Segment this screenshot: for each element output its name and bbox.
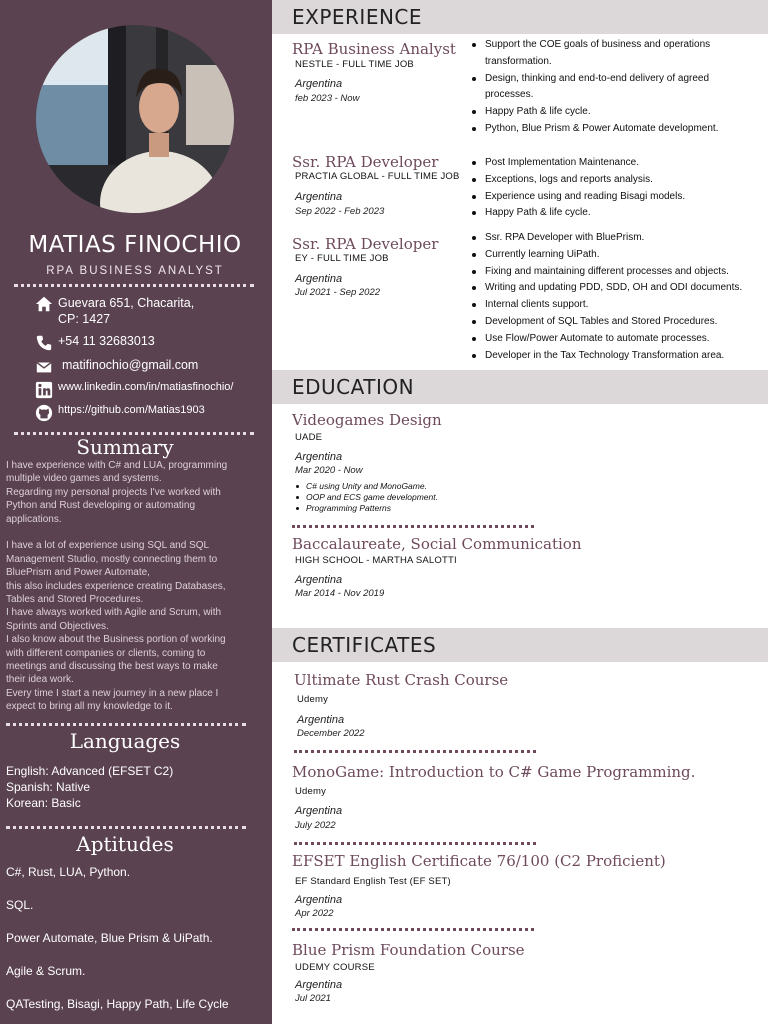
education-heading: EDUCATION	[292, 375, 415, 399]
summary-line: I have experience with C# and LUA, programming	[6, 460, 228, 471]
language-item: English: Advanced (EFSET C2)	[6, 764, 174, 778]
bullet-item: Happy Path & life cycle.	[470, 104, 760, 121]
aptitudes-list	[6, 865, 229, 1024]
summary-line: expect to bring all my knowledge to it.	[6, 701, 173, 713]
linkedin-icon	[34, 381, 54, 399]
job-company: NESTLE - FULL TIME JOB	[295, 59, 414, 70]
job-title: RPA Business Analyst	[292, 40, 456, 58]
certificate-date: Apr 2022	[295, 908, 334, 919]
bullet-text: transformation.	[485, 55, 552, 67]
bullet-item: Experience using and reading Bisagi models.	[470, 189, 760, 206]
divider	[14, 284, 254, 287]
bullet-item: Programming Patterns	[294, 503, 438, 514]
github-icon	[34, 404, 54, 422]
address-line2: CP: 1427	[58, 312, 111, 326]
summary-text	[6, 459, 262, 714]
education-school: HIGH SCHOOL - MARTHA SALOTTI	[295, 555, 457, 566]
bullet-item: Writing and updating PDD, SDD, OH and ODI documents.	[470, 280, 760, 297]
experience-heading: EXPERIENCE	[292, 5, 423, 29]
bullet-item: Post Implementation Maintenance.	[470, 155, 760, 172]
certificate-title: Ultimate Rust Crash Course	[294, 671, 509, 689]
address-line1: Guevara 651, Chacarita,	[58, 296, 195, 310]
summary-line: applications.	[6, 513, 62, 525]
languages-list	[6, 763, 173, 811]
summary-line: meetings and discussing the best ways to make	[6, 661, 218, 673]
bullet-item: Support the COE goals of business and operations	[470, 37, 760, 54]
education-location: Argentina	[295, 451, 343, 463]
summary-line: BluePrism and Power Automate,	[6, 567, 150, 579]
certificate-issuer: Udemy	[295, 786, 327, 797]
sidebar	[0, 0, 272, 1024]
job-dates: Jul 2021 - Sep 2022	[295, 287, 381, 298]
linkedin-url: www.linkedin.com/in/matiasfinochio/	[58, 381, 234, 393]
summary-line: multiple video games and systems.	[6, 473, 162, 485]
summary-line: with different companies or clients, coming to	[6, 647, 206, 659]
certificate-location: Argentina	[297, 714, 345, 726]
summary-line: Every time I start a new journey in a new place I	[6, 687, 219, 699]
job-location: Argentina	[295, 273, 343, 285]
aptitude-item: QATesting, Bisagi, Happy Path, Life Cycle	[6, 997, 229, 1011]
job-location: Argentina	[295, 191, 343, 203]
education-title: Baccalaureate, Social Communication	[292, 535, 582, 553]
contact-phone[interactable]	[34, 334, 155, 352]
certificate-issuer: EF Standard English Test (EF SET)	[295, 876, 451, 887]
contact-address	[34, 295, 194, 327]
certificate-date: July 2022	[295, 820, 336, 831]
education-dates: Mar 2014 - Nov 2019	[295, 588, 385, 599]
education-title: Videogames Design	[292, 411, 442, 429]
aptitude-item: C#, Rust, LUA, Python.	[6, 865, 131, 879]
experience-band	[272, 0, 768, 34]
divider	[292, 928, 534, 931]
certificate-date: Jul 2021	[295, 993, 331, 1004]
bullet-item: Exceptions, logs and reports analysis.	[470, 172, 760, 189]
bullet-item: Currently learning UiPath.	[470, 247, 760, 264]
job-bullets	[470, 37, 760, 138]
summary-line: Regarding my personal projects I've worked with	[6, 486, 221, 498]
bullet-continuation	[470, 54, 760, 71]
job-location: Argentina	[295, 78, 343, 90]
bullet-item: Use Flow/Power Automate to automate processes.	[470, 331, 760, 348]
divider	[6, 826, 246, 829]
aptitude-item: Power Automate, Blue Prism & UiPath.	[6, 931, 213, 945]
job-bullets	[470, 155, 760, 222]
certificate-date: December 2022	[297, 728, 365, 739]
profile-name: MATIAS FINOCHIO	[28, 232, 242, 258]
languages-heading: Languages	[69, 729, 181, 753]
aptitudes-heading: Aptitudes	[76, 832, 174, 856]
job-bullets	[470, 230, 760, 364]
divider	[6, 723, 246, 726]
summary-line: I have a lot of experience using SQL and SQL	[6, 540, 210, 552]
bullet-item: Fixing and maintaining different processes and objects.	[470, 264, 760, 281]
summary-line: Management Studio, mostly connecting them to	[6, 553, 218, 565]
certificate-title: EFSET English Certificate 76/100 (C2 Proficient)	[292, 852, 666, 870]
email-icon	[34, 358, 54, 376]
certificate-location: Argentina	[295, 805, 343, 817]
divider	[294, 842, 536, 845]
contact-email[interactable]	[34, 358, 198, 376]
home-icon	[34, 295, 54, 313]
certificates-heading: CERTIFICATES	[292, 633, 437, 657]
certificates-band	[272, 628, 768, 662]
aptitude-item: SQL.	[6, 898, 34, 912]
language-item: Korean: Basic	[6, 796, 81, 810]
email-address: matifinochio@gmail.com	[62, 358, 199, 372]
job-dates: Sep 2022 - Feb 2023	[295, 206, 385, 217]
contact-github[interactable]	[34, 404, 205, 422]
certificate-location: Argentina	[295, 979, 343, 991]
phone-icon	[34, 334, 54, 352]
job-dates: feb 2023 - Now	[295, 93, 360, 104]
education-band	[272, 370, 768, 404]
bullet-item: Design, thinking and end-to-end delivery of agreed	[470, 71, 760, 88]
phone-number: +54 11 32683013	[58, 334, 155, 348]
certificate-issuer: UDEMY COURSE	[295, 962, 375, 973]
summary-line: this also includes experience creating Databases,	[6, 580, 226, 592]
github-url: https://github.com/Matias1903	[58, 404, 205, 416]
language-item: Spanish: Native	[6, 780, 91, 794]
bullet-item: Happy Path & life cycle.	[470, 205, 760, 222]
summary-line: their idea work.	[6, 674, 74, 686]
job-title: Ssr. RPA Developer	[292, 235, 439, 253]
summary-heading: Summary	[76, 435, 174, 459]
bullet-item: Developer in the Tax Technology Transformation area.	[470, 348, 760, 365]
profile-role: RPA BUSINESS ANALYST	[46, 265, 224, 277]
bullet-item: Development of SQL Tables and Stored Procedures.	[470, 314, 760, 331]
bullet-item: Python, Blue Prism & Power Automate development.	[470, 121, 760, 138]
profile-photo	[36, 25, 234, 213]
certificate-issuer: Udemy	[297, 694, 329, 705]
certificate-title: Blue Prism Foundation Course	[292, 941, 525, 959]
bullet-item: Internal clients support.	[470, 297, 760, 314]
aptitude-item: Agile & Scrum.	[6, 964, 86, 978]
bullet-text: processes.	[485, 89, 534, 101]
summary-gap	[6, 526, 262, 539]
education-bullets	[294, 481, 438, 514]
job-company: PRACTIA GLOBAL - FULL TIME JOB	[295, 171, 460, 182]
bullet-continuation	[470, 87, 760, 104]
divider	[294, 750, 536, 753]
bullet-item: OOP and ECS game development.	[294, 492, 438, 503]
summary-line: I have always worked with Agile and Scrum, with	[6, 607, 222, 619]
job-company: EY - FULL TIME JOB	[295, 253, 389, 264]
summary-line: Python and Rust developing or automating	[6, 500, 196, 512]
summary-line: Tables and Stored Procedures.	[6, 594, 144, 606]
bullet-item: C# using Unity and MonoGame.	[294, 481, 438, 492]
job-title: Ssr. RPA Developer	[292, 153, 439, 171]
divider	[292, 525, 534, 528]
certificate-title: MonoGame: Introduction to C# Game Programming.	[292, 763, 696, 781]
education-dates: Mar 2020 - Now	[295, 465, 363, 476]
summary-line: Sprints and Objectives.	[6, 620, 109, 632]
contact-linkedin[interactable]	[34, 381, 233, 399]
bullet-item: Ssr. RPA Developer with BluePrism.	[470, 230, 760, 247]
education-school: UADE	[295, 432, 323, 443]
summary-line: I also know about the Business portion of working	[6, 634, 226, 646]
education-location: Argentina	[295, 574, 343, 586]
certificate-location: Argentina	[295, 894, 343, 906]
